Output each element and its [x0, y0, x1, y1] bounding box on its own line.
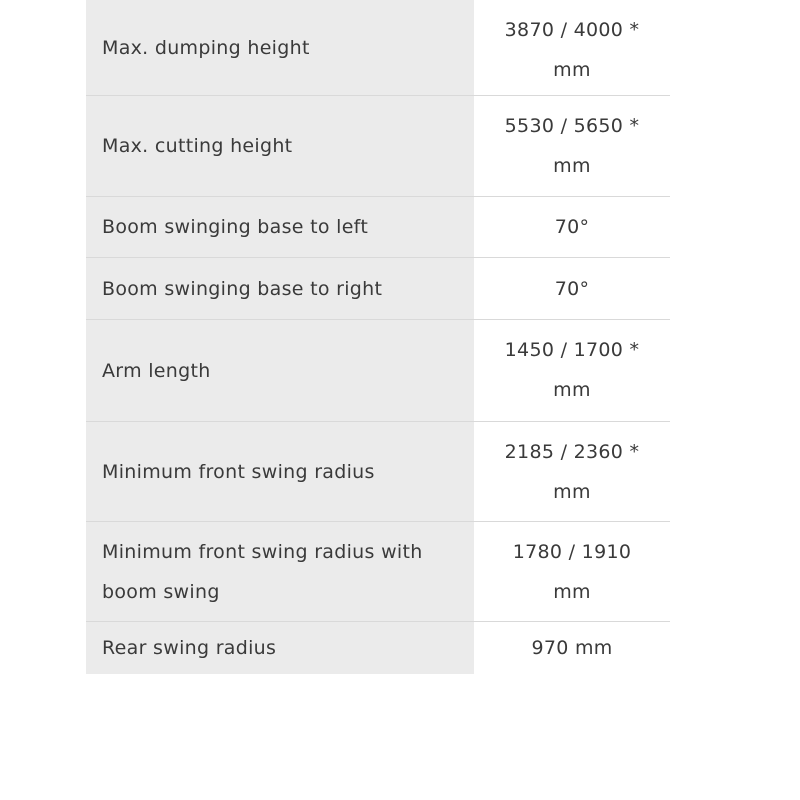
- spec-value: [474, 258, 670, 319]
- spec-value-line: 70°: [554, 216, 590, 238]
- spec-value: [474, 522, 670, 621]
- spec-row-arm-length: [86, 320, 670, 422]
- spec-row-rear-swing-radius: [86, 622, 670, 674]
- spec-row-min-front-swing-radius-boom: [86, 522, 670, 622]
- spec-value-line: 70°: [554, 277, 590, 300]
- spec-label: Boom swinging base to right: [86, 258, 474, 319]
- spec-value-unit: mm: [553, 155, 591, 177]
- spec-label: Minimum front swing radius: [86, 422, 474, 521]
- spec-value-line: 2185 / 2360 *: [504, 441, 640, 463]
- spec-label: Minimum front swing radius with boom swing: [86, 522, 474, 621]
- spec-value-unit: mm: [553, 59, 591, 81]
- spec-value: [474, 422, 670, 521]
- spec-value-line: 970 mm: [531, 637, 613, 659]
- spec-table: [86, 0, 670, 674]
- spec-value: [474, 0, 670, 95]
- spec-value: [474, 320, 670, 421]
- spec-label: Max. cutting height: [86, 96, 474, 196]
- spec-label: Boom swinging base to left: [86, 197, 474, 257]
- spec-label: Rear swing radius: [86, 622, 474, 674]
- spec-row-boom-swing-left: [86, 197, 670, 258]
- spec-value-line: 1450 / 1700 *: [504, 339, 640, 361]
- spec-value-unit: mm: [553, 379, 591, 401]
- spec-label: Arm length: [86, 320, 474, 421]
- spec-value-line: 3870 / 4000 *: [504, 19, 640, 41]
- spec-value-unit: mm: [553, 581, 591, 603]
- spec-value: [474, 197, 670, 257]
- spec-value-line: 5530 / 5650 *: [504, 115, 640, 137]
- spec-label: Max. dumping height: [86, 0, 474, 95]
- spec-value: [474, 622, 670, 674]
- spec-value-unit: mm: [553, 481, 591, 503]
- spec-value: [474, 96, 670, 196]
- spec-row-max-dumping-height: [86, 0, 670, 96]
- spec-row-min-front-swing-radius: [86, 422, 670, 522]
- spec-row-boom-swing-right: [86, 258, 670, 320]
- spec-value-line: 1780 / 1910: [512, 541, 632, 563]
- spec-row-max-cutting-height: [86, 96, 670, 197]
